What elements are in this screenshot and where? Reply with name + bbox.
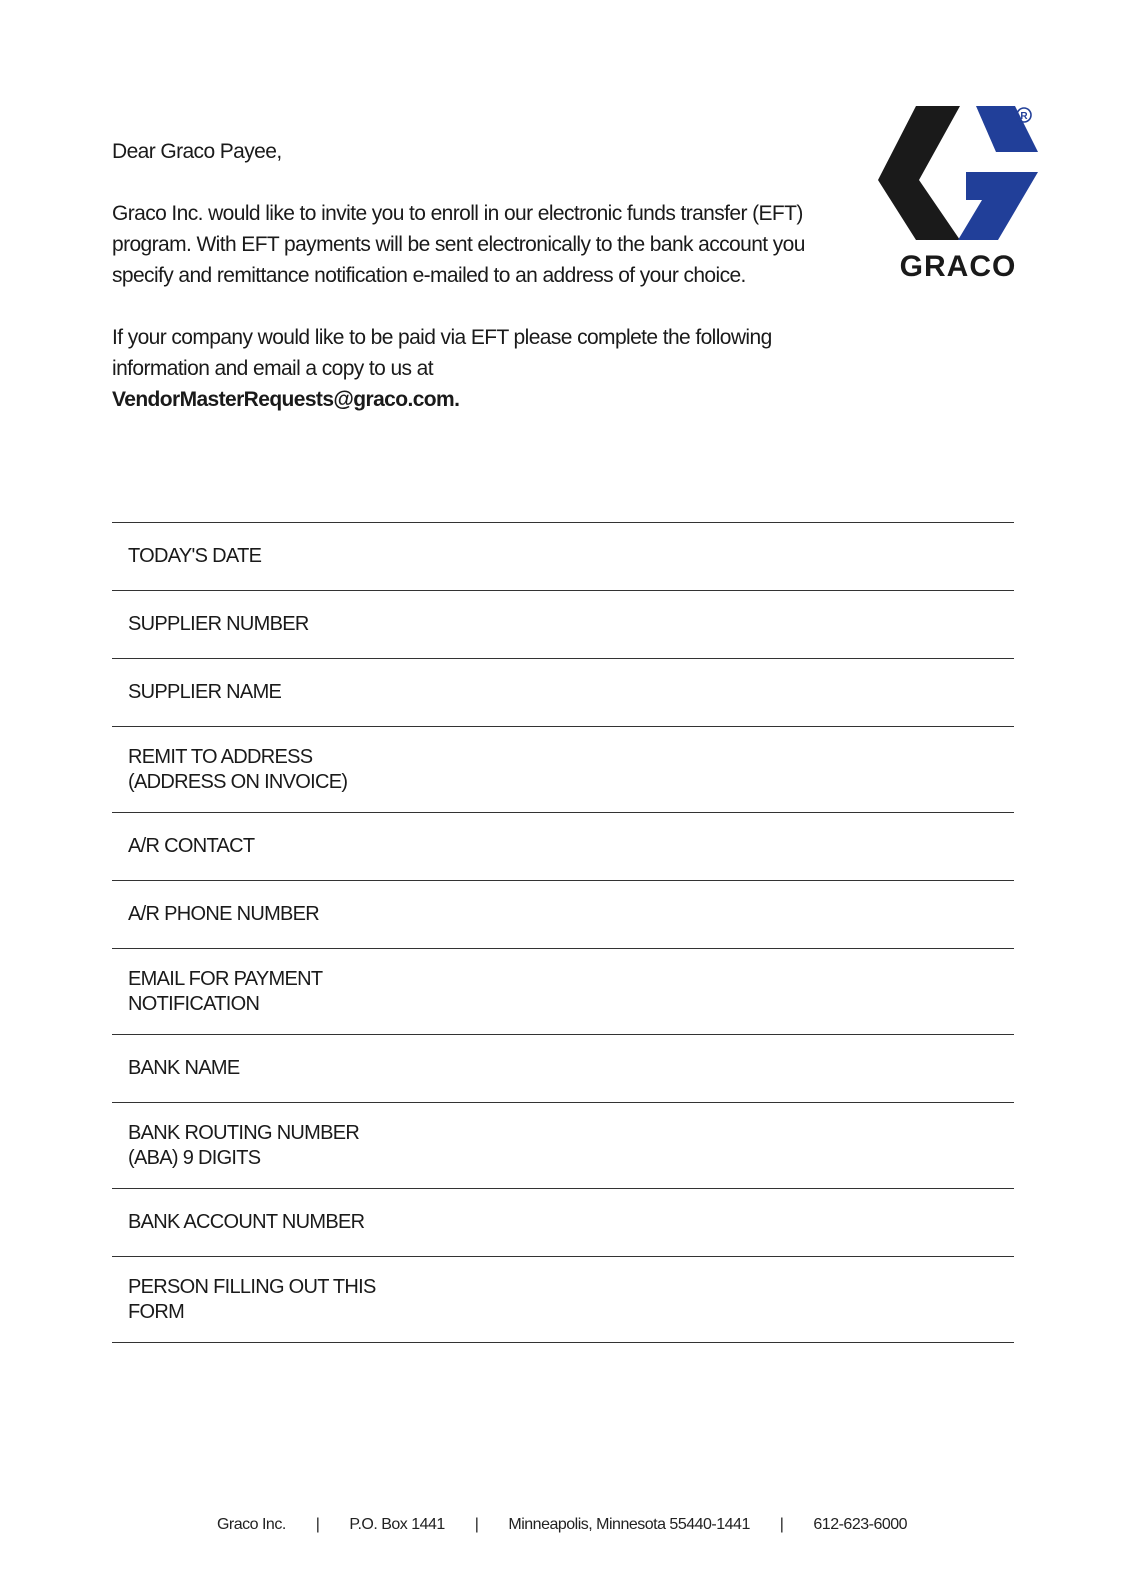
form-row-supplier-name[interactable] <box>112 659 1014 727</box>
field-label-line2: (ABA) 9 DIGITS <box>128 1146 261 1169</box>
form-row-supplier-number[interactable] <box>112 591 1014 659</box>
field-label-line2: (ADDRESS ON INVOICE) <box>128 770 348 793</box>
field-label: A/R PHONE NUMBER <box>128 903 320 925</box>
field-label: REMIT TO ADDRESS <box>128 745 313 768</box>
field-label: A/R CONTACT <box>128 835 255 857</box>
field-label: BANK NAME <box>128 1057 240 1079</box>
field-label-line2: NOTIFICATION <box>128 992 260 1015</box>
form-row-bank-name[interactable] <box>112 1035 1014 1103</box>
graco-logo <box>878 104 1040 284</box>
footer-company: Graco Inc. <box>216 1516 286 1533</box>
email-link[interactable]: VendorMasterRequests@graco.com. <box>112 388 460 411</box>
greeting: Dear Graco Payee, <box>112 140 282 163</box>
footer-separator: | <box>779 1516 784 1533</box>
footer-separator: | <box>474 1516 479 1533</box>
logo-black-shape <box>878 106 960 240</box>
registered-mark: R <box>1020 111 1028 122</box>
logo-blue-top <box>976 106 1038 152</box>
field-label: SUPPLIER NUMBER <box>128 613 309 635</box>
logo-blue-bottom <box>958 172 1038 240</box>
field-label: BANK ACCOUNT NUMBER <box>128 1211 365 1233</box>
form-row-email-for-payment-notification[interactable] <box>112 949 1014 1035</box>
footer <box>0 1516 1124 1534</box>
form-row-ar-phone-number[interactable] <box>112 881 1014 949</box>
field-label: BANK ROUTING NUMBER <box>128 1121 360 1144</box>
footer-separator: | <box>315 1516 320 1533</box>
form-row-remit-to-address[interactable] <box>112 727 1014 813</box>
letter-body <box>112 136 832 415</box>
logo-wordmark: GRACO <box>899 250 1017 283</box>
footer-po-box: P.O. Box 1441 <box>349 1516 445 1533</box>
form-row-bank-account-number[interactable] <box>112 1189 1014 1257</box>
field-label: PERSON FILLING OUT THIS <box>128 1275 376 1298</box>
field-label-line2: FORM <box>128 1300 185 1323</box>
footer-phone: 612-623-6000 <box>813 1516 908 1533</box>
form-row-bank-routing-number[interactable] <box>112 1103 1014 1189</box>
form-row-todays-date[interactable] <box>112 523 1014 591</box>
form-row-ar-contact[interactable] <box>112 813 1014 881</box>
field-label: EMAIL FOR PAYMENT <box>128 967 323 990</box>
instructions-paragraph <box>112 322 832 415</box>
eft-enrollment-form <box>112 522 1014 1343</box>
footer-city: Minneapolis, Minnesota 55440-1441 <box>508 1516 750 1533</box>
instructions-text: If your company would like to be paid via EFT please complete the following information and email a copy to us at <box>112 326 772 380</box>
form-row-person-filling-out-form[interactable] <box>112 1257 1014 1343</box>
field-label: SUPPLIER NAME <box>128 681 282 703</box>
field-label: TODAY'S DATE <box>128 545 262 567</box>
intro-paragraph: Graco Inc. would like to invite you to enroll in our electronic funds transfer (EFT) program. With EFT payments will be sent electronically to the bank account you specify and remittance notification e-mailed to an address of your choice. <box>112 202 805 287</box>
